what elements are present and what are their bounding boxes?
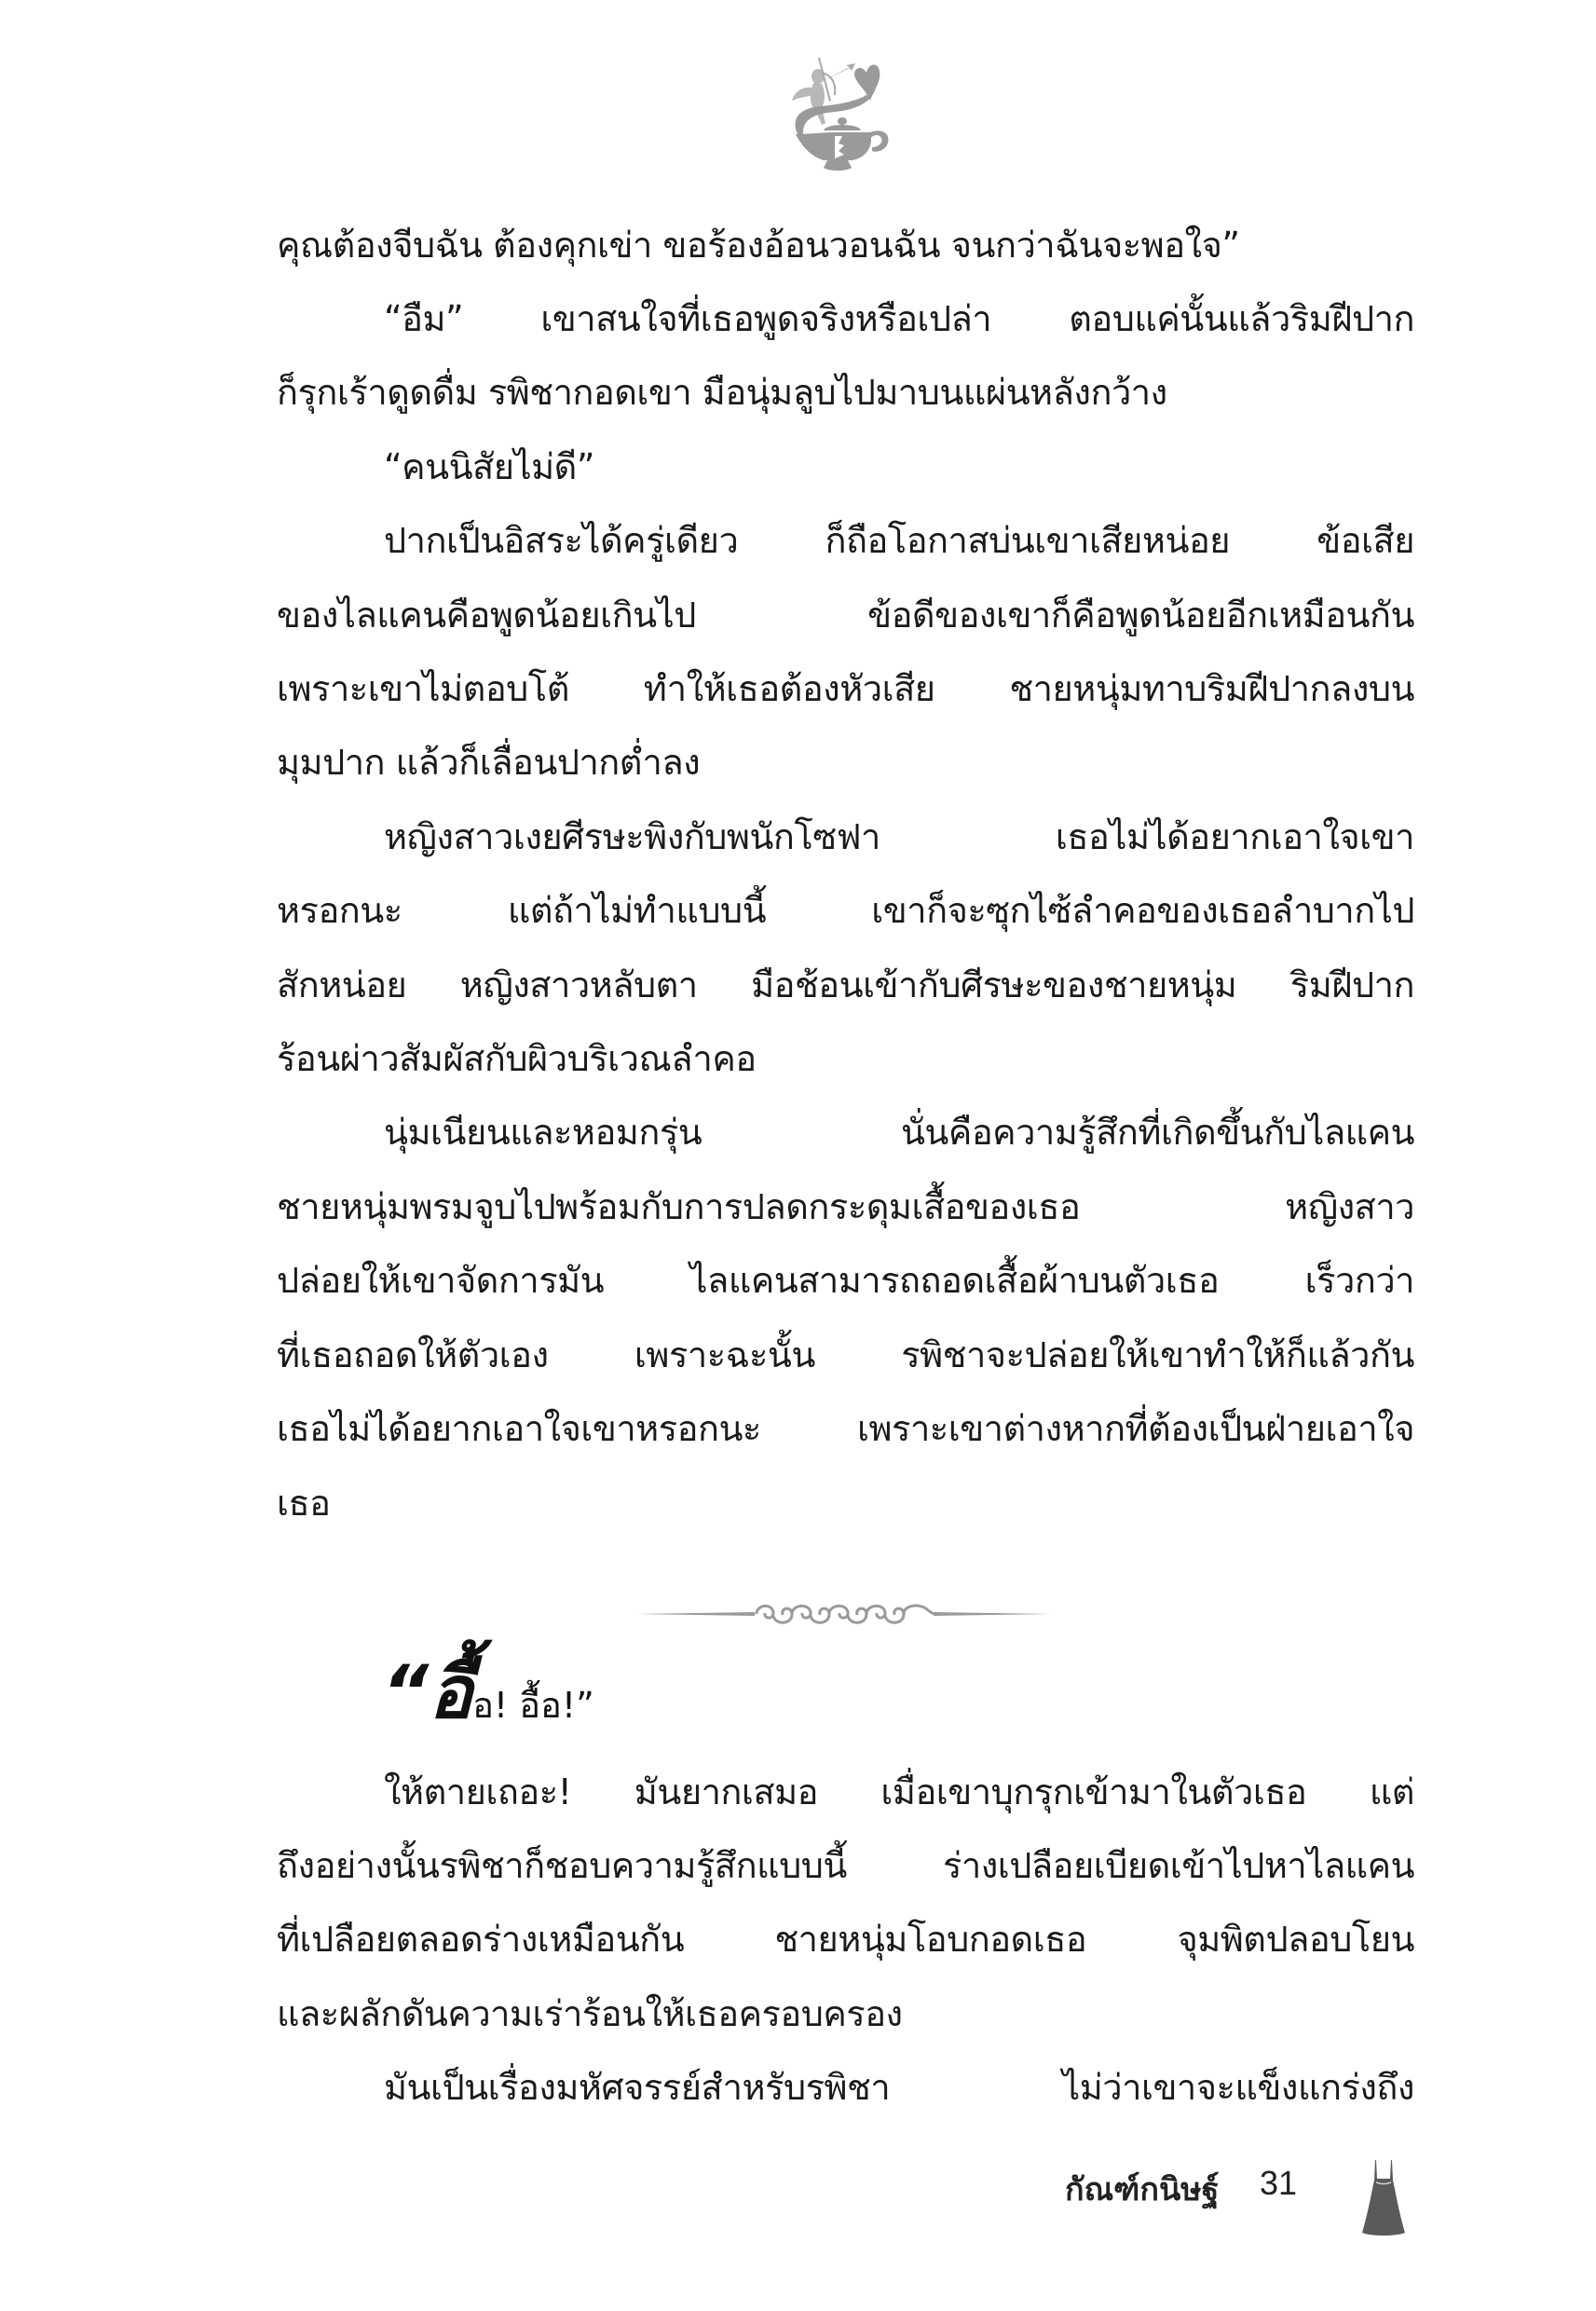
text-line: ถึงอย่างนั้นรพิชาก็ชอบความรู้สึกแบบนี้ ร่างเปลือยเบียดเข้าไปหาไลแคน: [277, 1845, 1414, 1886]
slip-dress-icon: [1362, 2160, 1405, 2236]
text-line: หรอกนะ แต่ถ้าไม่ทำแบบนี้ เขาก็จะซุกไซ้ลำคอของเธอลำบากไป: [277, 890, 1414, 931]
text-line: สักหน่อย หญิงสาวหลับตา มือช้อนเข้ากับศีรษะของชายหนุ่ม ริมฝีปาก: [277, 964, 1414, 1005]
text-line: ให้ตายเถอะ! มันยากเสมอ เมื่อเขาบุกรุกเข้ามาในตัวเธอ แต่: [384, 1771, 1414, 1812]
cupid-magic-lamp-icon: [781, 54, 896, 171]
text-line: และผลักดันความเร่าร้อนให้เธอครอบครอง: [277, 1993, 903, 2034]
page-number: 31: [1260, 2164, 1298, 2202]
text-line: ก็รุกเร้าดูดดื่ม รพิชากอดเขา มือนุ่มลูบไปมาบนแผ่นหลังกว้าง: [277, 372, 1167, 413]
dropcap-heading: [382, 1642, 594, 1744]
text-line: ที่เปลือยตลอดร่างเหมือนกัน ชายหนุ่มโอบกอดเธอ จุมพิตปลอบโยน: [277, 1919, 1414, 1960]
text-line: ชายหนุ่มพรมจูบไปพร้อมกับการปลดกระดุมเสื้อของเธอ หญิงสาว: [277, 1186, 1414, 1227]
text-line: ปล่อยให้เขาจัดการมัน ไลแคนสามารถถอดเสื้อผ้าบนตัวเธอ เร็วกว่า: [277, 1260, 1414, 1301]
text-line: “อืม” เขาสนใจที่เธอพูดจริงหรือเปล่า ตอบแค่นั้นแล้วริมฝีปาก: [384, 298, 1414, 339]
text-line: ร้อนผ่าวสัมผัสกับผิวบริเวณลำคอ: [277, 1038, 757, 1079]
dropcap-rest-text: อ! อื้อ!”: [472, 1685, 594, 1726]
text-line: เธอ: [277, 1483, 331, 1524]
text-line: “คนนิสัยไม่ดี”: [384, 446, 595, 487]
text-line: หญิงสาวเงยศีรษะพิงกับพนักโซฟา เธอไม่ได้อยากเอาใจเขา: [384, 816, 1414, 857]
scroll-ornament-divider-icon: [637, 1595, 1051, 1633]
dropcap-letter: “อื้: [382, 1651, 473, 1735]
text-line: ของไลแคนคือพูดน้อยเกินไป ข้อดีของเขาก็คือพูดน้อยอีกเหมือนกัน: [277, 595, 1414, 636]
text-line: เพราะเขาไม่ตอบโต้ ทำให้เธอต้องหัวเสีย ชายหนุ่มทาบริมฝีปากลงบน: [277, 668, 1414, 709]
text-line: คุณต้องจีบฉัน ต้องคุกเข่า ขอร้องอ้อนวอนฉัน จนกว่าฉันจะพอใจ”: [277, 225, 1240, 266]
text-line: มุมปาก แล้วก็เลื่อนปากต่ำลง: [277, 742, 701, 783]
text-line: นุ่มเนียนและหอมกรุ่น นั่นคือความรู้สึกที่เกิดขึ้นกับไลแคน: [384, 1112, 1414, 1153]
text-line: ปากเป็นอิสระได้ครู่เดียว ก็ถือโอกาสบ่นเขาเสียหน่อย ข้อเสีย: [384, 520, 1414, 561]
text-line: เธอไม่ได้อยากเอาใจเขาหรอกนะ เพราะเขาต่างหากที่ต้องเป็นฝ่ายเอาใจ: [277, 1408, 1414, 1449]
text-line: ที่เธอถอดให้ตัวเอง เพราะฉะนั้น รพิชาจะปล่อยให้เขาทำให้ก็แล้วกัน: [277, 1334, 1414, 1375]
author-name: กัณฑ์กนิษฐ์: [1065, 2171, 1220, 2208]
text-line: มันเป็นเรื่องมหัศจรรย์สำหรับรพิชา ไม่ว่าเขาจะแข็งแกร่งถึง: [384, 2067, 1414, 2108]
